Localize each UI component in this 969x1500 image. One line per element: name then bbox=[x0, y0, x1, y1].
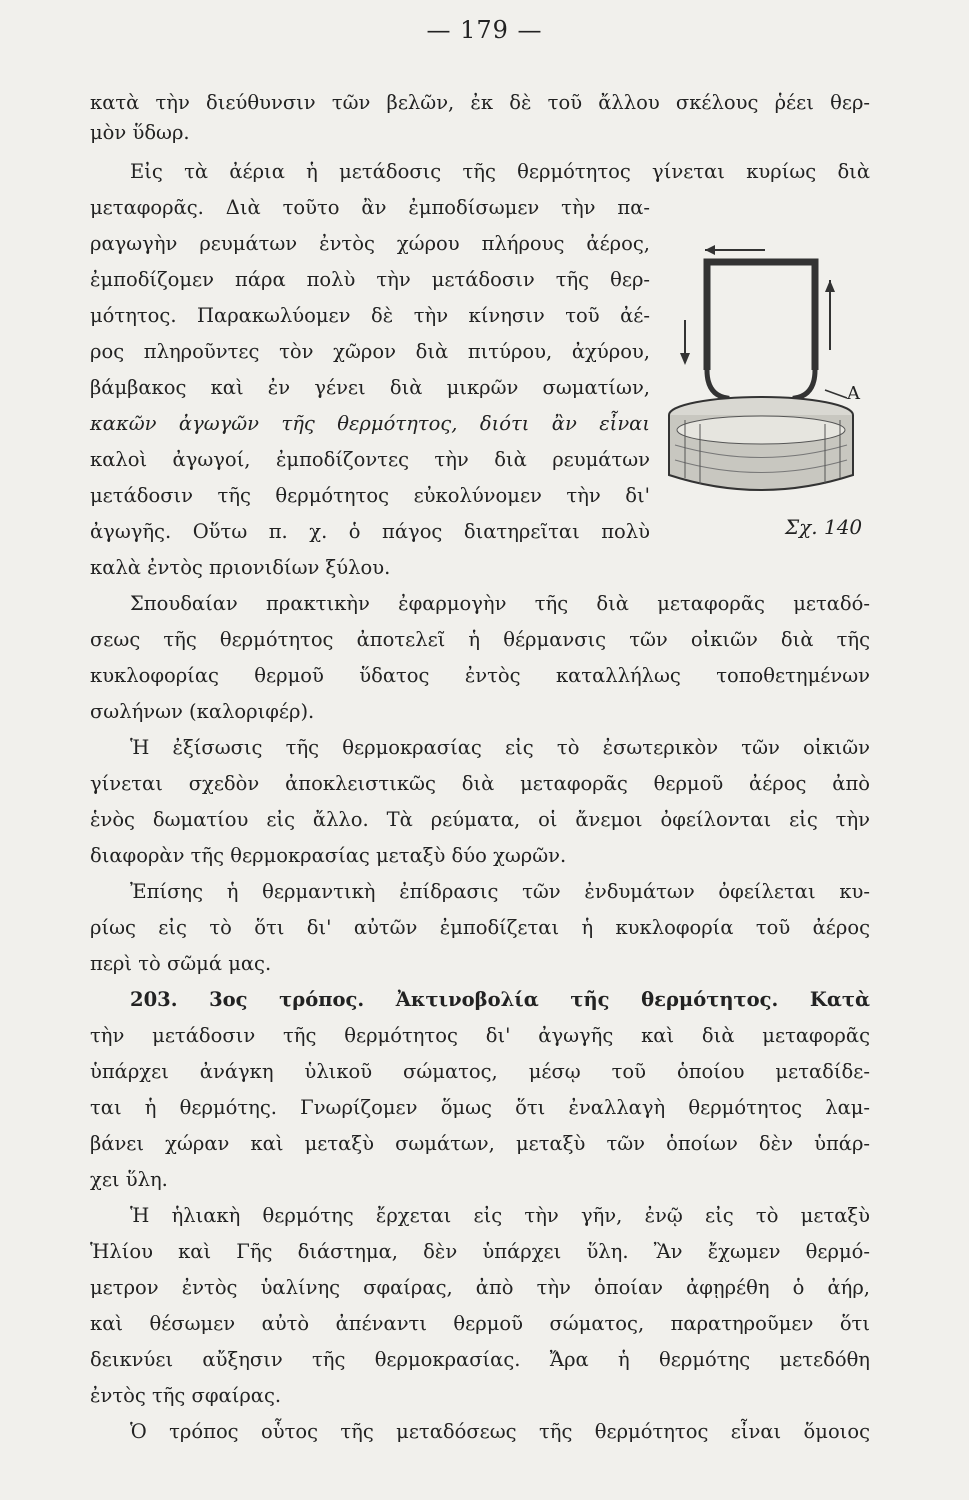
text-line: διαφορὰν τῆς θερμοκρασίας μεταξὺ δύο χωρῶν. bbox=[90, 844, 567, 867]
text-line: κατὰ τὴν διεύθυνσιν τῶν βελῶν, ἐκ δὲ τοῦ ἄλλου σκέλους ῥέει θερ- bbox=[90, 91, 870, 114]
text-line: Ἡ ἐξίσωσις τῆς θερμοκρασίας εἰς τὸ ἐσωτερικὸν τῶν οἰκιῶν bbox=[130, 736, 870, 759]
text-line: σωλήνων (καλοριφέρ). bbox=[90, 700, 315, 723]
text-line: περὶ τὸ σῶμά μας. bbox=[90, 952, 272, 975]
text-line: χει ὕλη. bbox=[90, 1168, 168, 1191]
section-heading: 203. 3ος τρόπος. Ἀκτινοβολία τῆς θερμότητος. Κατὰ bbox=[130, 988, 870, 1011]
text-line: Ἡλίου καὶ Γῆς διάστημα, δὲν ὑπάρχει ὕλη. Ἂν ἔχωμεν θερμό- bbox=[90, 1240, 870, 1263]
text-line: τὴν μετάδοσιν τῆς θερμότητος δι' ἀγωγῆς καὶ διὰ μεταφορᾶς bbox=[90, 1024, 870, 1047]
figure-140 bbox=[665, 220, 880, 550]
text-line: κυκλοφορίας θερμοῦ ὕδατος ἐντὸς καταλλήλως τοποθετημένων bbox=[90, 664, 870, 687]
text-line: ἀγωγῆς. Οὕτω π. χ. ὁ πάγος διατηρεῖται πολὺ bbox=[90, 520, 650, 543]
text-line: Ἐπίσης ἡ θερμαντικὴ ἐπίδρασις τῶν ἐνδυμάτων ὀφείλεται κυ- bbox=[130, 880, 870, 903]
text-line: μετρον ἐντὸς ὑαλίνης σφαίρας, ἀπὸ τὴν ὁποίαν ἀφῃρέθη ὁ ἀήρ, bbox=[90, 1276, 870, 1299]
text-line: μότητος. Παρακωλύομεν δὲ τὴν κίνησιν τοῦ ἀέ- bbox=[90, 304, 650, 327]
text-line: ρος πληροῦντες τὸν χῶρον διὰ πιτύρου, ἀχύρου, bbox=[90, 340, 650, 363]
figure-caption: Σχ. 140 bbox=[785, 515, 863, 539]
text-line: Σπουδαίαν πρακτικὴν ἐφαρμογὴν τῆς διὰ μεταφορᾶς μεταδό- bbox=[130, 592, 870, 615]
text-line: ρίως εἰς τὸ ὅτι δι' αὐτῶν ἐμποδίζεται ἡ κυκλοφορία τοῦ ἀέρος bbox=[90, 916, 870, 939]
text-line: δεικνύει αὔξησιν τῆς θερμοκρασίας. Ἄρα ἡ θερμότης μετεδόθη bbox=[90, 1348, 870, 1371]
text-line: μεταφορᾶς. Διὰ τοῦτο ἂν ἐμποδίσωμεν τὴν πα- bbox=[90, 196, 650, 219]
text-line: Εἰς τὰ ἀέρια ἡ μετάδοσις τῆς θερμότητος γίνεται κυρίως διὰ bbox=[130, 160, 870, 183]
text-line: καὶ θέσωμεν αὐτὸ ἀπέναντι θερμοῦ σώματος, παρατηροῦμεν ὅτι bbox=[90, 1312, 870, 1335]
text-line: ὑπάρχει ἀνάγκη ὑλικοῦ σώματος, μέσῳ τοῦ ὁποίου μεταδίδε- bbox=[90, 1060, 870, 1083]
text-line: καλοὶ ἀγωγοί, ἐμποδίζοντες τὴν διὰ ρευμάτων bbox=[90, 448, 650, 471]
text-line: μὸν ὕδωρ. bbox=[90, 121, 190, 144]
text-line: βάνει χώραν καὶ μεταξὺ σωμάτων, μεταξὺ τῶν ὁποίων δὲν ὑπάρ- bbox=[90, 1132, 870, 1155]
text-line: μετάδοσιν τῆς θερμότητος εὐκολύνομεν τὴν δι' bbox=[90, 484, 650, 507]
text-line: Ὁ τρόπος οὗτος τῆς μεταδόσεως τῆς θερμότητος εἶναι ὅμοιος bbox=[130, 1420, 870, 1443]
text-line: ἐντὸς τῆς σφαίρας. bbox=[90, 1384, 282, 1407]
text-line: ται ἡ θερμότης. Γνωρίζομεν ὅμως ὅτι ἐναλλαγὴ θερμότητος λαμ- bbox=[90, 1096, 870, 1119]
figure-letter-label: Α bbox=[847, 383, 860, 404]
text-line: γίνεται σχεδὸν ἀποκλειστικῶς διὰ μεταφορᾶς θερμοῦ ἀέρος ἀπὸ bbox=[90, 772, 870, 795]
text-line: καλὰ ἐντὸς πριονιδίων ξύλου. bbox=[90, 556, 391, 579]
text-line: ἐμποδίζομεν πάρα πολὺ τὴν μετάδοσιν τῆς θερ- bbox=[90, 268, 650, 291]
text-line: ἑνὸς δωματίου εἰς ἄλλο. Τὰ ρεύματα, οἱ ἄνεμοι ὀφείλονται εἰς τὴν bbox=[90, 808, 870, 831]
text-line: βάμβακος καὶ ἐν γένει διὰ μικρῶν σωματίων, bbox=[90, 376, 650, 399]
text-line: σεως τῆς θερμότητος ἀποτελεῖ ἡ θέρμανσις τῶν οἰκιῶν διὰ τῆς bbox=[90, 628, 870, 651]
page-number: — 179 — bbox=[426, 16, 543, 44]
text-line: ραγωγὴν ρευμάτων ἐντὸς χώρου πλήρους ἀέρος, bbox=[90, 232, 650, 255]
text-line: Ἡ ἡλιακὴ θερμότης ἔρχεται εἰς τὴν γῆν, ἐνῷ εἰς τὸ μεταξὺ bbox=[130, 1204, 870, 1227]
text-line: κακῶν ἀγωγῶν τῆς θερμότητος, διότι ἂν εἶναι bbox=[90, 412, 650, 435]
